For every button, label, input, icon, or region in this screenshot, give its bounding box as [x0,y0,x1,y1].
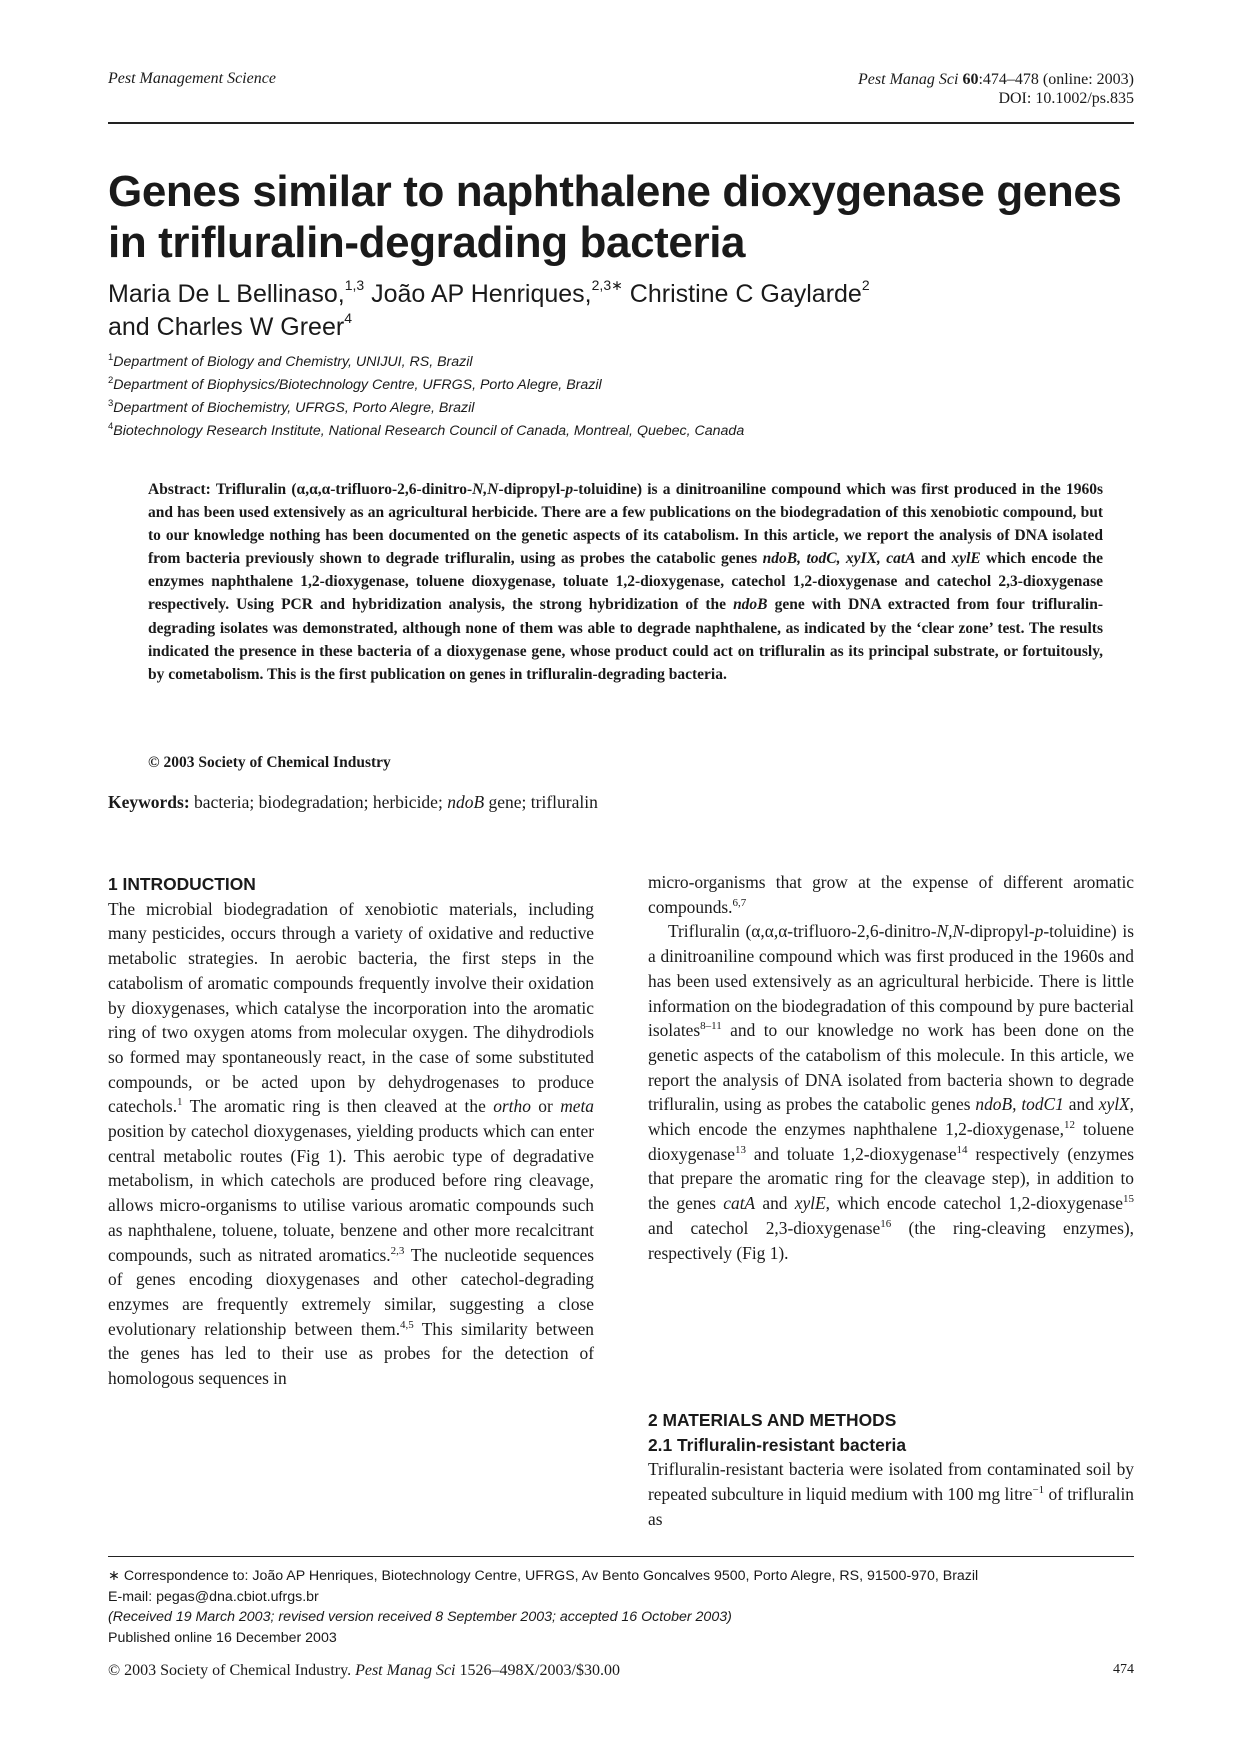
methods-section [648,1408,1134,1532]
affiliation: $^4$Biotechnology Research Institute, National Research Council of Canada, Montreal, Quebec, Canada [108,421,745,439]
footnote-rule [108,1556,1134,1557]
doi: DOI: 10.1002/ps.835 [998,90,1134,107]
author-affil: 2 [861,277,870,293]
author-affil: 2,3∗ [591,277,623,293]
citation-pages: :474–478 (online: 2003) [978,71,1134,88]
author-affil: 4 [344,310,352,326]
subsection-heading: 2.1 Trifluralin-resistant bacteria [648,1434,907,1455]
author: João AP Henriques, [371,280,592,308]
footnotes [108,1566,1134,1648]
received-dates: (Received 19 March 2003; revised version received 8 September 2003; accepted 16 October 2003) [108,1609,732,1625]
author: Christine C Gaylarde [629,280,862,308]
citation-volume: 60 [962,71,979,88]
intro-paragraph-1-cont: micro-organisms that grow at the expense of different aromatic compounds.$^{6,7}$ [648,872,1134,917]
keywords: Keywords: bacteria; biodegradation; herbicide; ndoB gene; trifluralin [108,792,598,812]
intro-paragraph-1: The microbial biodegradation of xenobiotic materials, including many pesticides, occurs through a variety of oxidative and reductive metabolic strategies. In aerobic bacteria, the first steps in the catabolism of aromatic compounds frequently involve their oxidation by dioxygenases, which catalyse the incorporation into the aromatic ring of two oxygen atoms from molecular oxygen. The dihydrodiols so formed may spontaneously react, in the case of some substituted compounds, or be acted upon by dehydrogenases to produce catechols.$^1$ The aromatic ring is then cleaved at the ortho or meta position by catechol dioxygenases, yielding products which can enter central metabolic routes (Fig 1). This aerobic type of degradative metabolism, in which catechols are produced before ring cleavage, allows micro-organisms to utilise various aromatic compounds such as naphthalene, toluene, toluate, benzene and other more recalcitrant compounds, such as nitrated aromatics.$^{2,3}$ The nucleotide sequences of genes encoding dioxygenases and other catechol-degrading enzymes are frequently extremely similar, suggesting a close evolutionary relationship between them.$^{4,5}$ This similarity between the genes has led to their use as probes for the detection of homologous sequences in [108,898,594,1389]
section-heading-methods: 2 MATERIALS AND METHODS [648,1410,897,1430]
section-heading-introduction: 1 INTRODUCTION [108,874,256,894]
affiliation: $^3$Department of Biochemistry, UFRGS, Porto Alegre, Brazil [108,398,475,416]
abstract-label: Abstract: [148,481,211,498]
email[interactable]: E-mail: pegas@dna.cbiot.ufrgs.br [108,1588,319,1605]
intro-paragraph-2: Trifluralin (α,α,α-trifluoro-2,6-dinitro-N,N-dipropyl-p-toluidine) is a dinitroaniline compound which was first produced in the 1960s and has been used extensively as an agricultural herbicide. There is little information on the biodegradation of this compound by pure bacterial isolates$^{8-11}$ and to our knowledge no work has been done on the genetic aspects of the catabolism of this molecule. In this article, we report the analysis of DNA isolated from bacteria shown to degrade trifluralin, using as probes the catabolic genes ndoB, todC1 and xylX, which encode the enzymes naphthalene 1,2-dioxygenase,$^{12}$ toluene dioxygenase$^{13}$ and toluate 1,2-dioxygenase$^{14}$ respectively (enzymes that prepare the aromatic ring for the cleavage step), in addition to the genes catA and xylE, which encode catechol 1,2-dioxygenase$^{15}$ and catechol 2,3-dioxygenase$^{16}$ (the ring-cleaving enzymes), respectively (Fig 1). [648,921,1135,1263]
keywords-label: Keywords: [108,792,190,812]
journal-name: Pest Management Science [108,70,276,87]
affiliations [108,351,1134,443]
methods-paragraph-1: Trifluralin-resistant bacteria were isolated from contaminated soil by repeated subculture in liquid medium with 100 mg litre$^{-1}$ of trifluralin as [648,1459,1134,1529]
left-column [108,872,594,1391]
abstract-copyright: © 2003 Society of Chemical Industry [148,754,391,771]
footer-copyright: © 2003 Society of Chemical Industry. Pest Manag Sci 1526–498X/2003/$30.00 [108,1662,620,1679]
author-affil: 1,3 [344,277,365,293]
article-title: Genes similar to naphthalene dioxygenase genes in trifluralin-degrading bacteria [108,167,1122,267]
author: and Charles W Greer [108,313,345,341]
correspondence: ∗ Correspondence to: João AP Henriques, Biotechnology Centre, UFRGS, Av Bento Goncalves 9500, Porto Alegre, RS, 91500-970, Brazil [108,1568,979,1584]
published-online: Published online 16 December 2003 [108,1629,337,1646]
author: Maria De L Bellinaso, [108,280,345,308]
header-rule [108,122,1134,124]
citation [858,70,1134,108]
page-number: 474 [1113,1662,1134,1677]
right-column [648,870,1134,1265]
running-head [108,70,1134,110]
affiliation: $^2$Department of Biophysics/Biotechnology Centre, UFRGS, Porto Alegre, Brazil [108,375,602,393]
author-list [108,278,1134,344]
citation-journal: Pest Manag Sci [858,71,959,88]
affiliation: $^1$Department of Biology and Chemistry, UNIJUI, RS, Brazil [108,352,473,370]
abstract: Abstract: Trifluralin (α,α,α-trifluoro-2,6-dinitro-N,N-dipropyl-p-toluidine) is a dinitroaniline compound which was first produced in the 1960s and has been used extensively as an agricultural herbicide. There are a few publications on the biodegradation of this xenobiotic compound, but to our knowledge nothing has been documented on the genetic aspects of its catabolism. In this article, we report the analysis of DNA isolated from bacteria previously shown to degrade trifluralin, using as probes the catabolic genes ndoB, todC, xyIX, catA and xylE which encode the enzymes naphthalene 1,2-dioxygenase, toluene dioxygenase, toluate 1,2-dioxygenase, catechol 1,2-dioxygenase and catechol 2,3-dioxygenase respectively. Using PCR and hybridization analysis, the strong hybridization of the ndoB gene with DNA extracted from four trifluralin-degrading isolates was demonstrated, although none of them was able to degrade naphthalene, as indicated by the ‘clear zone’ test. The results indicated the presence in these bacteria of a dioxygenase gene, whose product could act on trifluralin as its principal substrate, or fortuitously, by cometabolism. This is the first publication on genes in trifluralin-degrading bacteria. [148,481,1103,683]
